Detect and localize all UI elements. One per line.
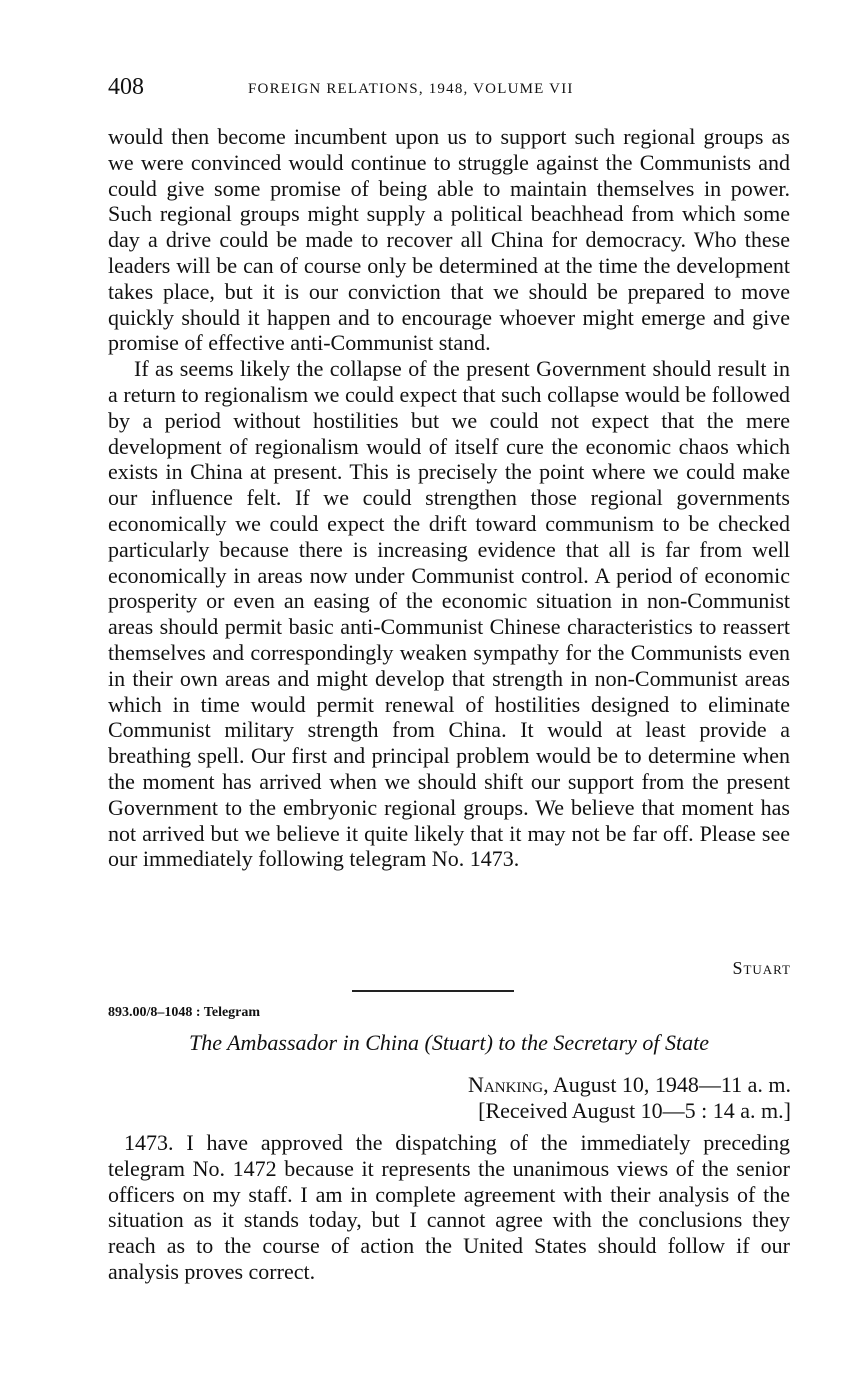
dateline-date: August 10, 1948—11 a. m. bbox=[548, 1072, 791, 1097]
signature: Stuart bbox=[732, 958, 791, 978]
page-number: 408 bbox=[108, 74, 144, 100]
section-divider bbox=[352, 990, 514, 992]
dateline-received: [Received August 10—5 : 14 a. m.] bbox=[478, 1098, 791, 1123]
body-paragraph: would then become incumbent upon us to support such regional groups as we were convinced would continue to struggle against the Communists and could give some promise of being able to maintain themselves in power. Such regional groups might supply a political beachhead from which some day a drive could be made to recover all China for democracy. Who these leaders will be can of course only be determined at the time the development takes place, but it is our conviction that we should be prepared to move quickly should it happen and to encourage whoever might emerge and give promise of effective anti-Communist stand. bbox=[108, 124, 790, 356]
dateline bbox=[468, 1072, 791, 1124]
telegram-1473-body bbox=[108, 1130, 790, 1285]
running-head: FOREIGN RELATIONS, 1948, VOLUME VII bbox=[248, 81, 574, 97]
dateline-sent bbox=[468, 1072, 791, 1098]
body-paragraph: If as seems likely the collapse of the present Government should result in a return to regionalism we could expect that such collapse would be followed by a period without hostilities but we could not expect that the mere development of regionalism would of itself cure the economic chaos which exists in China at present. This is precisely the point where we could make our influence felt. If we could strengthen those regional governments economically we could expect the drift toward communism to be checked particularly because there is increasing evidence that all is far from well economically in areas now under Communist control. A period of economic prosperity or even an easing of the economic situation in non-Communist areas should permit basic anti-Communist Chinese characteristics to reassert themselves and correspondingly weaken sympathy for the Communists even in their own areas and might develop that strength in non-Communist areas which in time would permit renewal of hostilities designed to eliminate Communist military strength from China. It would at least provide a breathing spell. Our first and principal problem would be to determine when the moment has arrived when we should shift our support from the present Government to the embryonic regional groups. We believe that moment has not arrived but we believe it quite likely that it may not be far off. Please see our immediately following telegram No. 1473. bbox=[108, 356, 790, 872]
dateline-place: Nanking, bbox=[468, 1072, 549, 1097]
document-title: The Ambassador in China (Stuart) to the Secretary of State bbox=[188, 1030, 710, 1055]
body-paragraph: 1473. I have approved the dispatching of the immediately preceding telegram No. 1472 because it represents the unanimous views of the senior officers on my staff. I am in complete agreement with their analysis of the situation as it stands today, but I cannot agree with the conclusions they reach as to the course of action the United States should follow if our analysis proves correct. bbox=[108, 1130, 790, 1284]
file-reference: 893.00/8–1048 : Telegram bbox=[108, 1005, 261, 1020]
page-header bbox=[108, 74, 798, 110]
telegram-1472-continuation bbox=[108, 124, 790, 872]
